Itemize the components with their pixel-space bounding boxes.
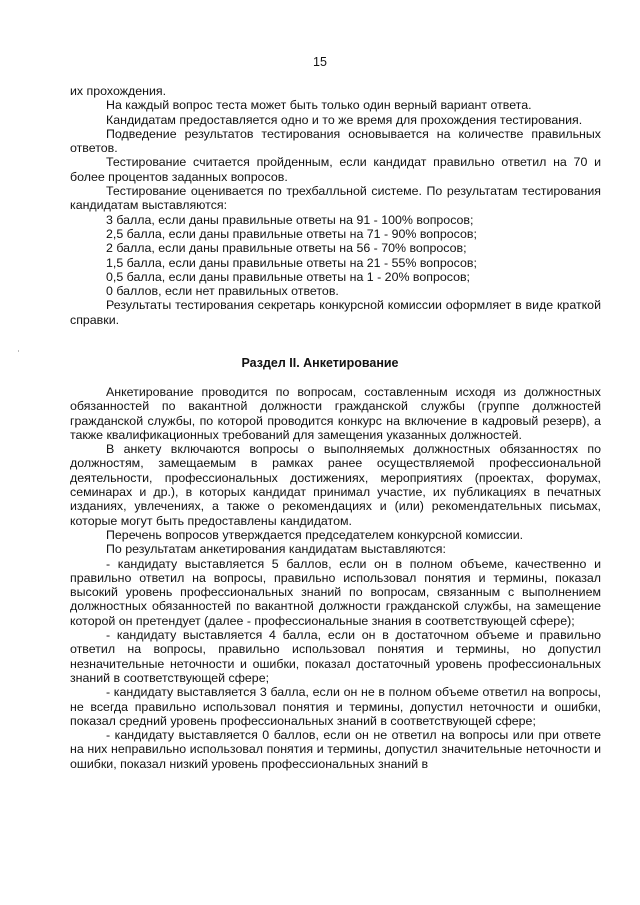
- paragraph-questions-approval: Перечень вопросов утверждается председателем конкурсной комиссии.: [106, 527, 524, 542]
- scan-margin-mark: [18, 350, 19, 352]
- score-item: 2 балла, если даны правильные ответы на 56 - 70% вопросов;: [106, 241, 467, 256]
- section-title: Раздел II. Анкетирование: [241, 356, 399, 370]
- paragraph-scoring-system: Тестирование оценивается по трехбалльной системе. По результатам тестирования кандидатам выставляются:: [70, 184, 601, 213]
- score-item: 0,5 балла, если даны правильные ответы на 1 - 20% вопросов;: [106, 269, 470, 284]
- paragraph-questionnaire-contents: В анкету включаются вопросы о выполняемых должностных обязанностях по должностям, замещаемым в рамках ранее осуществляемой профессиональной деятельности, профессиональных достижениях, мероприятиях (проектах, форумах, семинарах и др.), в которых кандидат принимал участие, их публикациях в печатных изданиях, увлечениях, а также о рекомендациях и (или) рекомендательных письмах, которые могут быть предоставлены кандидатом.: [70, 442, 601, 528]
- paragraph-one-answer: На каждый вопрос теста может быть только один верный вариант ответа.: [106, 98, 532, 113]
- score-item: 2,5 балла, если даны правильные ответы на 71 - 90% вопросов;: [106, 226, 477, 241]
- paragraph-questionnaire-basis: Анкетирование проводится по вопросам, составленным исходя из должностных обязанностей по вакантной должности гражданской службы (группе должностей гражданской службы, по которой проводится конкурс на включение в кадровый резерв), а также квалификационных требований для замещения указанных должностей.: [70, 385, 601, 442]
- paragraph-results-report: Результаты тестирования секретарь конкурсной комиссии оформляет в виде краткой справки.: [70, 298, 601, 327]
- paragraph-equal-time: Кандидатам предоставляется одно и то же время для прохождения тестирования.: [106, 112, 583, 127]
- questionnaire-block: [70, 385, 601, 771]
- score-item: 3 балла, если даны правильные ответы на 91 - 100% вопросов;: [106, 212, 474, 227]
- page-number: 15: [313, 55, 327, 69]
- paragraph-pass-threshold: Тестирование считается пройденным, если кандидат правильно ответил на 70 и более процентов заданных вопросов.: [70, 155, 601, 184]
- paragraph-questionnaire-scoring: По результатам анкетирования кандидатам выставляются:: [106, 542, 446, 557]
- paragraph-results-basis: Подведение результатов тестирования основывается на количестве правильных ответов.: [70, 126, 601, 156]
- score-criteria-0: - кандидату выставляется 0 баллов, если он не ответил на вопросы или при ответе на них неправильно использовал понятия и термины, допустил значительные неточности и ошибки, показал низкий уровень профессиональных знаний в: [70, 728, 601, 771]
- testing-rules-block: [70, 84, 601, 327]
- score-criteria-3: - кандидату выставляется 3 балла, если он не в полном объеме ответил на вопросы, не всегда правильно использовал понятия и термины, допустил неточности и ошибки, показал средний уровень профессиональных знаний в соответствующей сфере;: [70, 685, 601, 728]
- score-criteria-4: - кандидату выставляется 4 балла, если он в достаточном объеме и правильно ответил на вопросы, правильно использовал понятия и термины, но допустил незначительные неточности и ошибки, показал достаточный уровень профессиональных знаний в соответствующей сфере;: [70, 628, 601, 685]
- score-criteria-5: - кандидату выставляется 5 баллов, если он в полном объеме, качественно и правильно ответил на вопросы, правильно использовал понятия и термины, показал высокий уровень профессиональных знаний по вопросам, связанным с выполнением должностных обязанностей по вакантной должности гражданской службы, на замещение которой он претендует (далее - профессиональные знания в соответствующей сфере);: [70, 556, 601, 628]
- score-item: 0 баллов, если нет правильных ответов.: [106, 284, 339, 299]
- paragraph-continuation: их прохождения.: [70, 84, 167, 98]
- score-item: 1,5 балла, если даны правильные ответы на 21 - 55% вопросов;: [106, 255, 477, 270]
